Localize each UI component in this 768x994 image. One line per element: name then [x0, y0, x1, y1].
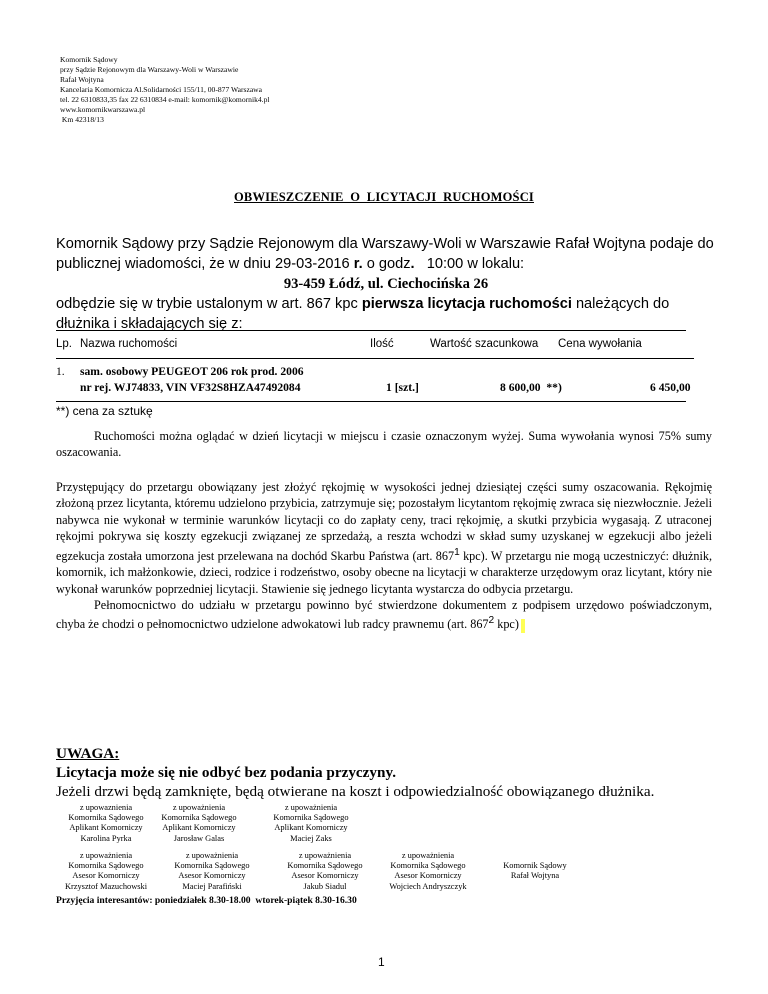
viewing-paragraph [56, 428, 712, 461]
sig-line: Asesor Komorniczy [291, 871, 359, 881]
table-top-rule [56, 330, 686, 331]
sig-name: Jarosław Galas [173, 833, 225, 843]
highlight-mark [521, 619, 525, 633]
sig-name: Jakub Siadul [303, 881, 347, 891]
warning-line-2: Jeżeli drzwi będą zamknięte, będą otwierane na koszt i odpowiedzialność obowiązanego dłużnika. [56, 783, 655, 800]
signature-block [370, 851, 486, 892]
proxy-text [56, 597, 712, 633]
intro-text-3: należących do dłużnika i składających się z: [56, 296, 670, 332]
price-note: **) cena za sztukę [56, 404, 153, 418]
page-number: 1 [378, 955, 385, 969]
sig-name: Karolina Pyrka [80, 833, 132, 843]
signature-block [270, 851, 380, 892]
header-qty: Ilość [370, 338, 394, 350]
proxy-text-a: Pełnomocnictwo do udziału w przetargu powinno być stwierdzone dokumentem z podpisem urzędowo poświadczonym, chyba że chodzi o pełnomocnictwo udzielone adwokatowi lub radcy prawnemu (art. 867 [56, 597, 712, 632]
warning-heading: UWAGA: [56, 745, 120, 762]
intro-r: r. [353, 256, 363, 272]
row-value: 8 600,00 **) [500, 381, 562, 394]
sig-line: Asesor Komorniczy [178, 871, 246, 881]
sig-line: Aplikant Komorniczy [274, 823, 348, 833]
deposit-text-b: kpc). W przetargu nie mogą uczestniczyć: dłużnik, komornik, ich małżonkowie, dzieci, rodzice i rodzeństwo, osoby obecne na licytacji w charakterze urzędowym oraz licytant, który nie wykonał warunków poprzedniej licytacji. Stawienie się jednego licytanta wystarcza do odbycia przetargu. [56, 548, 712, 596]
header-price: Cena wywołania [558, 338, 642, 350]
table-header-rule [56, 358, 694, 359]
sig-line: Asesor Komorniczy [394, 871, 462, 881]
warning-line-1: Licytacja może się nie odbyć bez podania przyczyny. [56, 764, 396, 781]
sig-line: z upoważnienia [172, 803, 226, 812]
deposit-text-a: Przystępujący do przetargu obowiązany jest złożyć rękojmię w wysokości jednej dziesiątej części sumy oszacowania. Rękojmię złożoną przez licytanta, któremu udzielono przybicia, zatrzymuje się; pozostałym licytantom rękojmię zwraca się niezwłocznie. Jeżeli nabywca nie wykonał w terminie warunków licytacji co do zapłaty ceny, traci rękojmię, a skutki przybicia wygasają. Z utraconej rękojmi pokrywa się koszty egzekucji związanej ze sprzedażą, a reszta wchodzi w skład sumy uzyskanej w egzekucji albo jeżeli egzekucja została umorzona jest przelewana na dochód Skarbu Państwa (art. 867 [56, 480, 712, 563]
header-line: Rafał Wojtyna [60, 75, 104, 84]
row-name-2: nr rej. WJ74833, VIN VF32S8HZA47492084 [80, 381, 301, 394]
signature-block [56, 803, 156, 844]
row-qty: 1 [szt.] [386, 381, 419, 394]
table-bottom-rule [56, 401, 686, 402]
header-line: www.komornikwarszawa.pl [60, 105, 146, 114]
sig-line: Komornika Sądowego [161, 813, 237, 823]
header-value: Wartość szacunkowa [430, 338, 539, 350]
sig-line: Komornika Sądowego [68, 813, 144, 823]
header-line: tel. 22 6310833,35 fax 22 6310834 e-mail: komornik@komornik4.pl [60, 95, 270, 104]
sig-name: Maciej Zaks [290, 833, 332, 843]
sig-line: Komornika Sądowego [273, 813, 349, 823]
sig-line: Aplikant Komorniczy [162, 823, 236, 833]
sig-line: z upoważnienia [185, 851, 239, 860]
sig-line: z upoważnienia [401, 851, 455, 860]
deposit-paragraph [56, 479, 712, 633]
header-line: Kancelaria Komornicza Al.Solidarności 155/11, 00-877 Warszawa [60, 85, 263, 94]
auction-address: 93-459 Łódź, ul. Ciechocińska 26 [283, 276, 489, 292]
signature-block [144, 803, 254, 844]
office-hours: Przyjęcia interesantów: poniedziałek 8.30-18.00 wtorek-piątek 8.30-16.30 [56, 895, 357, 906]
sig-line: Komornika Sądowego [174, 861, 250, 871]
sig-line: z upoważnienia [79, 851, 133, 860]
deposit-text [56, 479, 712, 597]
sig-line: z upoważnienia [284, 803, 338, 812]
case-number: Km 42318/13 [60, 115, 104, 124]
viewing-text: Ruchomości można oglądać w dzień licytacji w miejscu i czasie oznaczonym wyżej. Suma wywołania wynosi 75% sumy oszacowania. [56, 429, 712, 460]
sig-name: Maciej Parafiński [182, 881, 242, 891]
sig-name: Krzysztof Mazuchowski [64, 881, 148, 891]
article-sup-1: 1 [454, 546, 460, 558]
row-price: 6 450,00 [650, 381, 691, 394]
document-title: OBWIESZCZENIE O LICYTACJI RUCHOMOŚCI [234, 190, 534, 204]
office-header [60, 55, 269, 125]
sig-line: Komornika Sądowego [68, 861, 144, 871]
signature-block [256, 803, 366, 844]
sig-line: z upoważnienia [298, 851, 352, 860]
header-line: Komornik Sądowy [60, 55, 118, 64]
sig-line: Komornika Sądowego [390, 861, 466, 871]
bailiff-signature [480, 861, 590, 881]
sig-line: Asesor Komorniczy [72, 871, 140, 881]
intro-o-godz: o godz [362, 256, 411, 272]
sig-name: Rafał Wojtyna [510, 871, 560, 881]
sig-line: Aplikant Komorniczy [69, 823, 143, 833]
intro-text: Komornik Sądowy przy Sądzie Rejonowym dla Warszawy-Woli w Warszawie Rafał Wojtyna podaje do publicznej wiadomości, że w dniu 29-03-2016 [56, 236, 714, 272]
sig-name: Wojciech Andryszczyk [389, 881, 467, 891]
row-lp: 1. [56, 365, 65, 378]
table-row [56, 364, 696, 398]
signature-block [52, 851, 160, 892]
intro-paragraph [56, 234, 716, 334]
intro-dot: . [410, 256, 415, 272]
row-name-1: sam. osobowy PEUGEOT 206 rok prod. 2006 [80, 365, 304, 378]
sig-line: z upowaznienia [79, 803, 133, 812]
signature-block [156, 851, 268, 892]
sig-line: Komornika Sądowego [287, 861, 363, 871]
header-name: Nazwa ruchomości [80, 338, 178, 350]
warning-section [56, 744, 654, 801]
auction-type: pierwsza licytacja ruchomości [361, 296, 572, 312]
proxy-text-b: kpc) [494, 617, 519, 632]
header-line: przy Sądzie Rejonowym dla Warszawy-Woli w Warszawie [60, 65, 239, 74]
sig-line: Komornik Sądowy [503, 861, 567, 870]
article-sup-2: 2 [488, 615, 495, 627]
intro-time: 10:00 w lokalu: [414, 256, 525, 272]
intro-text-2: odbędzie się w trybie ustalonym w art. 867 kpc [56, 296, 362, 312]
header-lp: Lp. [56, 338, 72, 350]
